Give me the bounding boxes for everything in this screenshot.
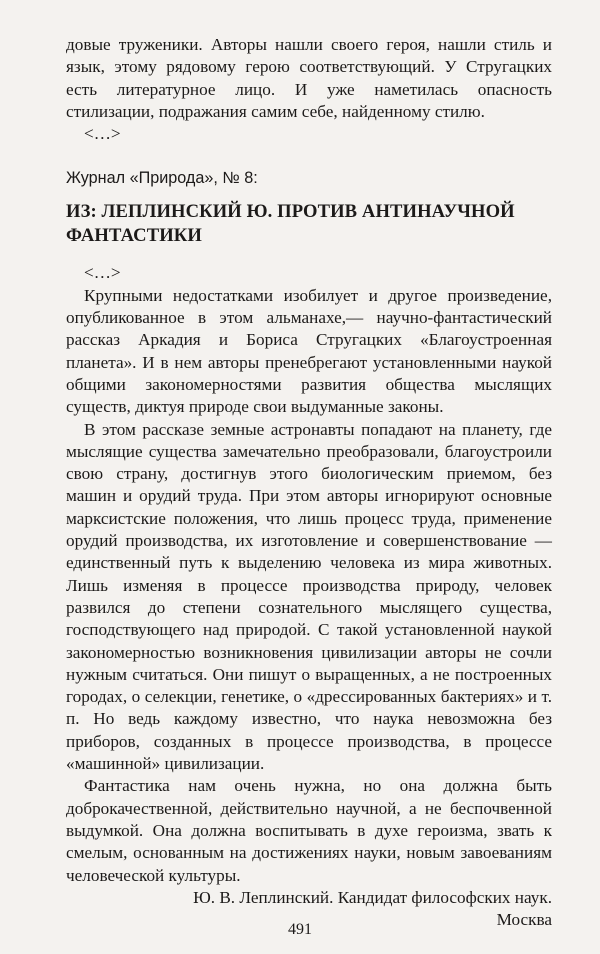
page-number: 491 [288, 921, 312, 938]
article-body [66, 285, 552, 887]
article-heading: ИЗ: ЛЕПЛИНСКИЙ Ю. ПРОТИВ АНТИНАУЧНОЙ ФАНТАСТИКИ [66, 201, 515, 247]
journal-line: Журнал «Природа», № 8: [66, 169, 258, 188]
signature-city: Москва [496, 910, 552, 930]
body-paragraph-1: Крупными недостатками изобилует и другое произведение, опубликованное в этом альманахе,— научно-фантастический рассказ Аркадия и Бориса Стругацких «Благоустроенная планета». И в нем авторы пренебрегают установленными наукой общими закономерностями развития общества мыслящих существ, диктуя природе свои выдуманные законы. [66, 285, 552, 417]
body-paragraph-3: Фантастика нам очень нужна, но она должна быть доброкачественной, действительно научной, а не беспочвенной выдумкой. Она должна воспитывать в духе героизма, звать к смелым, основанным на достижениях науки, новым завоеваниям человеческой культуры. [66, 776, 552, 885]
signature-author: Ю. В. Леплинский. Кандидат философских наук. [193, 887, 552, 907]
ellipsis-marker: <…> [84, 124, 121, 144]
body-paragraph-2: В этом рассказе земные астронавты попадают на планету, где мыслящие существа замечательно преобразовали, благоустроили свою страну, достигнув этого биологическим приемом, без машин и орудий труда. При этом авторы игнорируют основные марксистские положения, что лишь процесс труда, применение орудий производства, их изготовление и совершенствование — единственный путь к выделению человека из мира животных. Лишь изменяя в процессе производства природу, человек развился до степени сознательного мыслящего существа, господствующего над природой. С такой установленной наукой закономерностью возникновения цивилизации авторы не сочли нужным считаться. Они пишут о выращенных, а не построенных городах, о селекции, генетике, о «дрессированных бактериях» и т. п. Но ведь каждому известно, что наука невозможна без приборов, созданных в процессе производства, в процессе «машинной» цивилизации. [66, 419, 552, 774]
intro-paragraph: довые труженики. Авторы нашли своего героя, нашли стиль и язык, этому рядовому герою соответствующий. У Стругацких есть литературное лицо. И уже наметилась опасность стилизации, подражания самим себе, найденному стилю. [66, 35, 552, 121]
book-page [66, 34, 552, 931]
intro-text [66, 34, 552, 123]
ellipsis-marker-2: <…> [84, 263, 121, 283]
